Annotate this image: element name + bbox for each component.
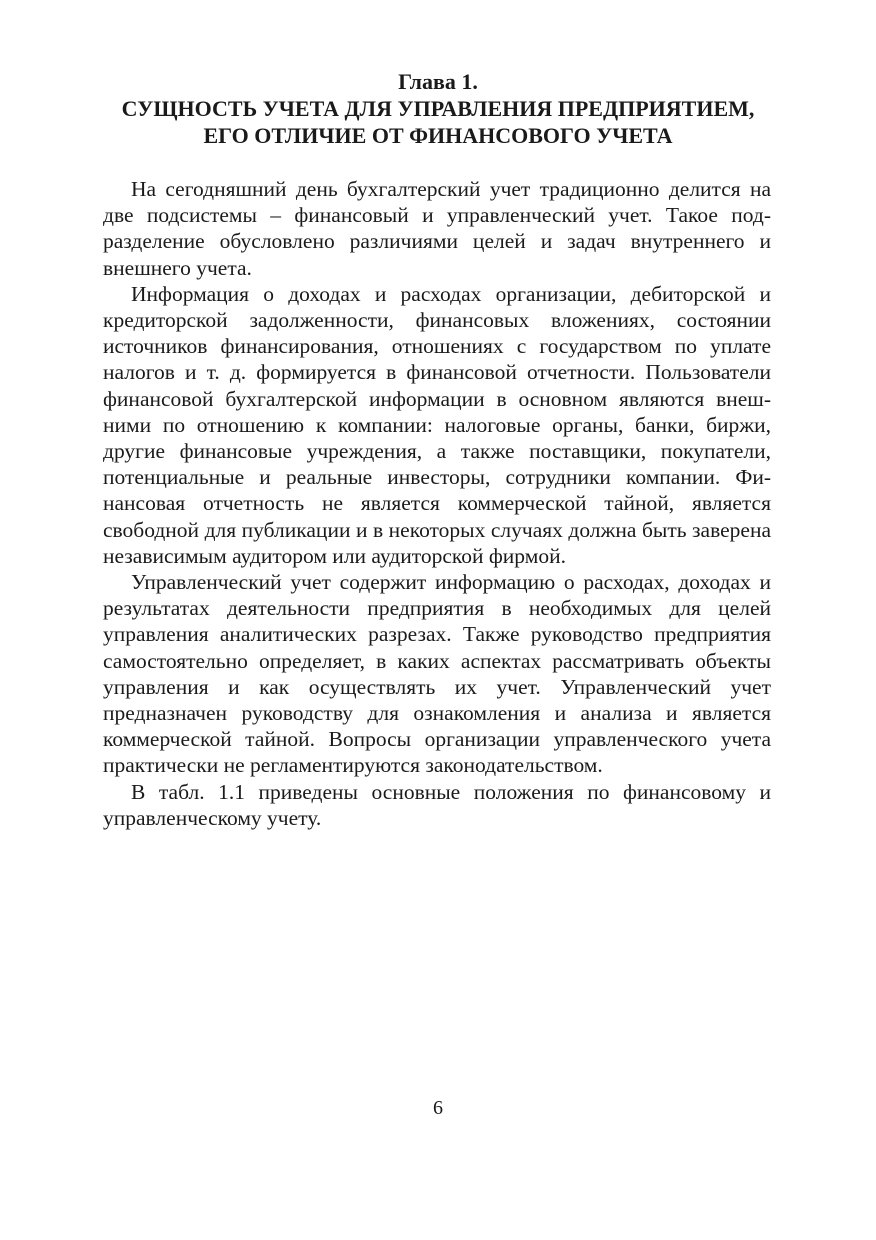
paragraph: На сегодняшний день бухгалтерский учет традиционно делится на две подсистемы – финансовый и управленческий учет. Такое подразделение обусловлено различиями целей и задач внутреннего и внешнего учета. — [103, 177, 771, 280]
paragraph: Управленческий учет содержит информацию о расходах, доходах и результатах деятельности предприятия в необходимых для целей управления аналитических разрезах. Также руководство предприятия самостоятельно определяет, в каких аспектах рассматривать объекты управления и как осуществлять их учет. Управленческий учет предназначен руководству для ознакомления и анализа и является коммерческой тайной. Вопросы организации управленческого учета практически не регламентируются законодательством. — [103, 570, 771, 778]
paragraph: Информация о доходах и расходах организации, дебиторской и кредиторской задолженности, финансовых вложениях, состоянии источников финансирования, отношениях с государством по уплате налогов и т. д. формируется в финансовой отчетности. Пользователи финансовой бухгалтерской информации в основном являются внешними по отношению к компании: налоговые органы, банки, биржи, другие финансовые учреждения, а также поставщики, покупатели, потенциальные и реальные инвесторы, сотрудники компании. Финансовая отчетность не является коммерческой тайной, является свободной для публикации и в некоторых случаях должна быть заверена независимым аудитором или аудиторской фирмой. — [103, 281, 771, 568]
page-number: 6 — [433, 1097, 443, 1119]
chapter-title-line-2: ЕГО ОТЛИЧИЕ ОТ ФИНАНСОВОГО УЧЕТА — [203, 123, 673, 148]
chapter-heading — [100, 68, 776, 149]
body-text — [103, 176, 771, 831]
chapter-title-line-1: СУЩНОСТЬ УЧЕТА ДЛЯ УПРАВЛЕНИЯ ПРЕДПРИЯТИЕМ, — [121, 96, 755, 121]
paragraph: В табл. 1.1 приведены основные положения по финансовому и управленческому учету. — [103, 779, 771, 830]
chapter-number: Глава 1. — [398, 69, 478, 94]
